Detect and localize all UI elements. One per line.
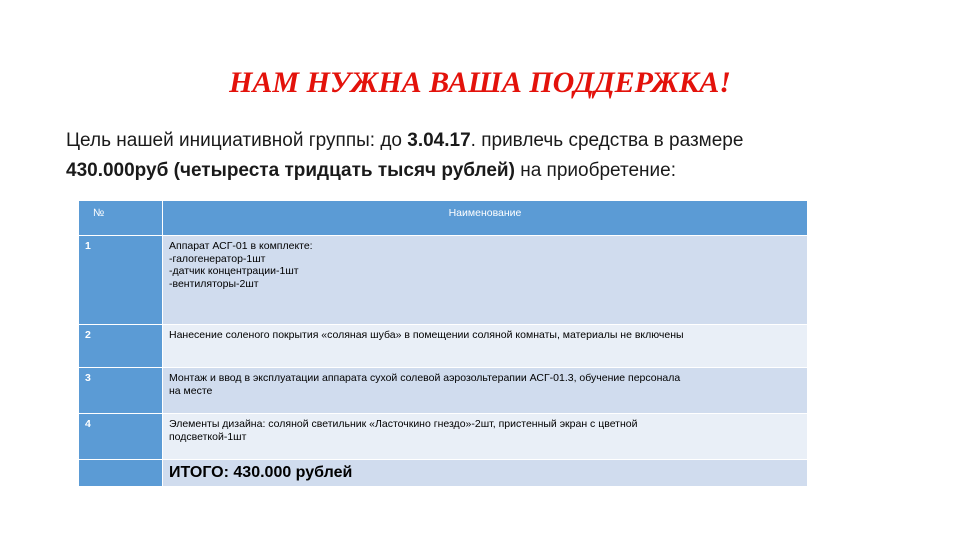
description-line: подсветкой-1шт [169,430,247,443]
table-row [79,325,808,368]
description-line: Монтаж и ввод в эксплуатации аппарата сухой солевой аэрозольтерапии АСГ-01.3, обучение персонала [169,372,681,384]
description-line: на месте [169,384,213,397]
description-line: -датчик концентрации-1шт [169,265,299,277]
row-description [163,325,808,368]
total-number-cell [79,460,163,487]
column-header-name: Наименование [163,201,808,236]
table-row [79,236,808,325]
row-description [163,414,808,460]
row-number: 1 [79,236,163,325]
table-row [79,414,808,460]
row-description [163,368,808,414]
row-number: 2 [79,325,163,368]
row-number: 3 [79,368,163,414]
table-header-row [79,201,808,236]
description-line: -галогенератор-1шт [169,252,266,265]
description-line: Элементы дизайна: соляной светильник «Ласточкино гнездо»-2шт, пристенный экран с цветной [169,418,638,430]
row-description [163,236,808,325]
intro-paragraph [66,126,906,186]
intro-text: . привлечь средства в размере [470,130,744,151]
target-date: 3.04.17 [407,130,471,151]
description-line: -вентиляторы-2шт [169,277,259,290]
column-header-number: № [79,201,163,236]
row-number: 4 [79,414,163,460]
intro-text: на приобретение: [514,160,676,181]
page-title: НАМ НУЖНА ВАША ПОДДЕРЖКА! [229,66,731,99]
description-line: Аппарат АСГ-01 в комплекте: [169,240,313,252]
total-cell [163,460,808,487]
target-amount: 430.000руб (четыреста тридцать тысяч рублей) [66,160,515,181]
intro-text: Цель нашей инициативной группы: до [66,130,408,151]
total-row [79,460,808,487]
items-table [78,200,808,487]
table-row [79,368,808,414]
description-line: Нанесение соленого покрытия «соляная шуба» в помещении соляной комнаты, материалы не включены [169,329,684,341]
total-amount: ИТОГО: 430.000 рублей [169,464,353,481]
